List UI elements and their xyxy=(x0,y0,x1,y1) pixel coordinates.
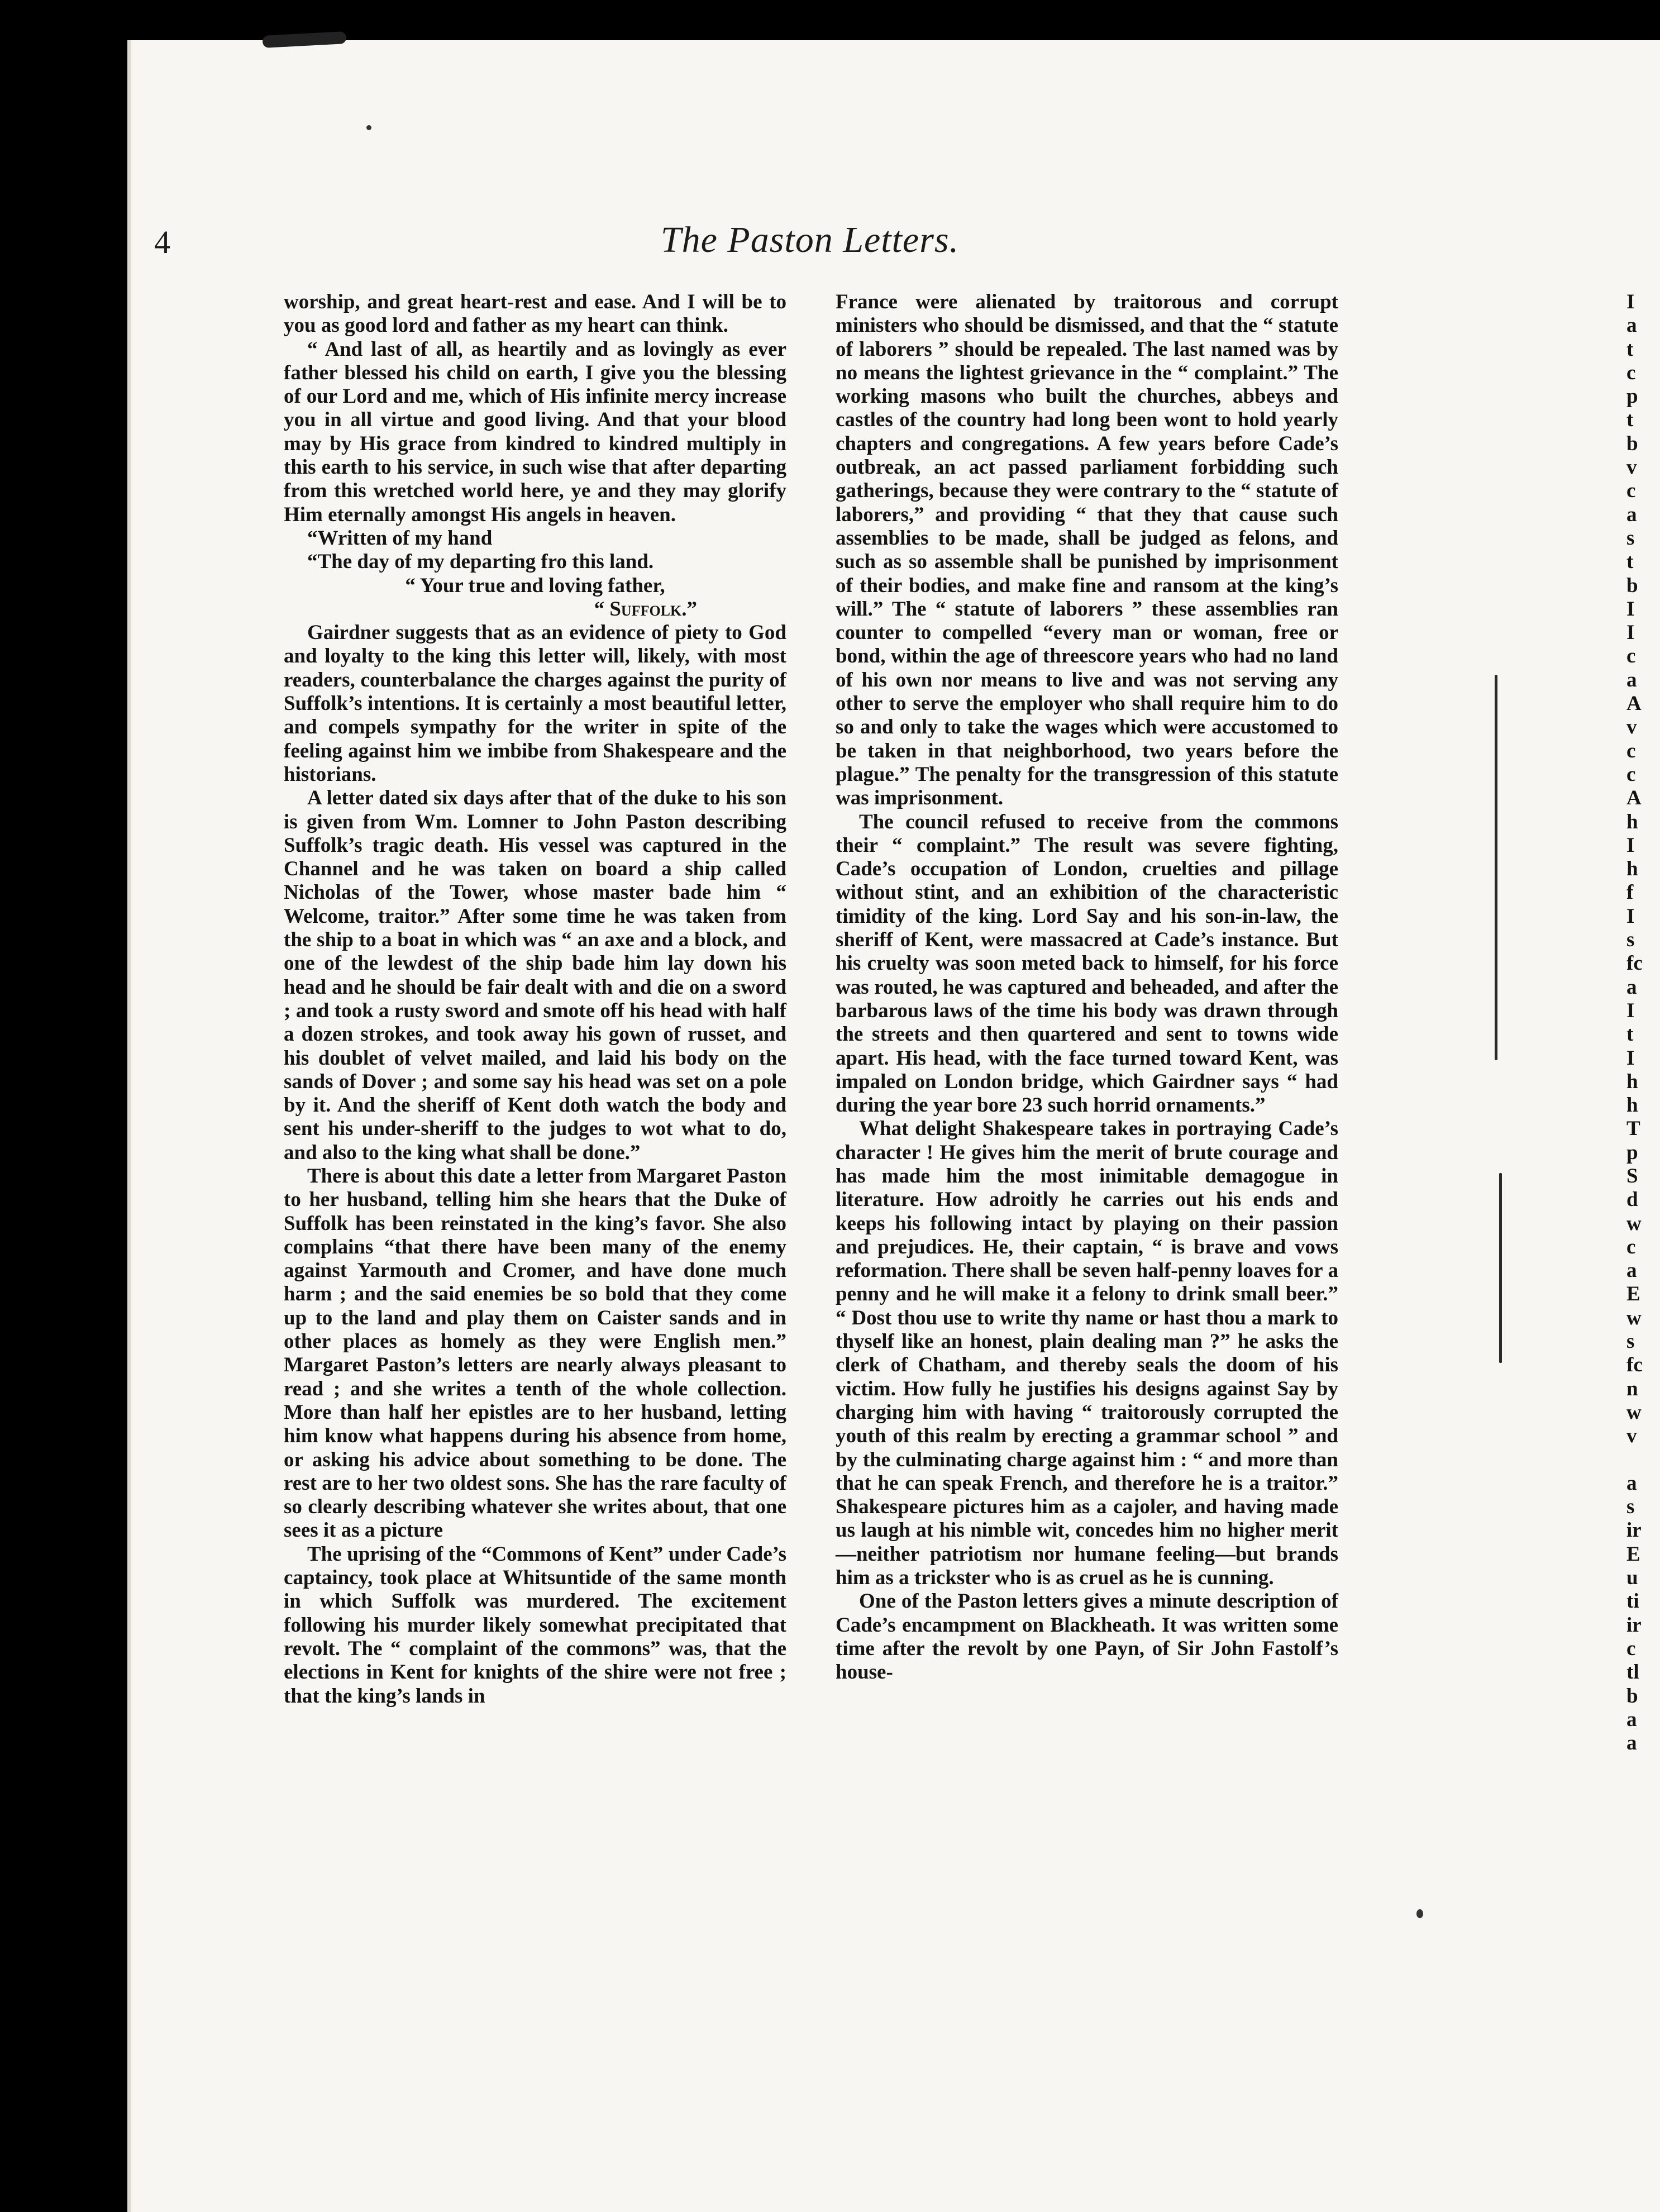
edge-fragment: c xyxy=(1626,739,1636,762)
edge-fragment: h xyxy=(1626,1094,1638,1117)
edge-fragment: d xyxy=(1626,1188,1638,1212)
edge-fragment xyxy=(1626,1448,1660,1472)
paragraph: “The day of my departing fro this land. xyxy=(307,550,654,574)
edge-fragment: c xyxy=(1626,1235,1636,1258)
edge-fragment: S xyxy=(1626,1164,1638,1188)
margin-rule xyxy=(1499,1173,1502,1363)
edge-fragment: b xyxy=(1626,1684,1638,1708)
edge-fragment: A xyxy=(1626,692,1642,716)
edge-fragment: A xyxy=(1626,786,1642,810)
paragraph: A letter dated six days after that of the duke to his son is given from Wm. Lomner to John Paston describing Suffolk’s tragic death. His vessel was captured in the Channel and he was taken on board a ship called Nicholas of the Tower, whose master bade him “ Welcome, traitor.” After some time he was taken from the ship to a boat in which was “ an axe and a block, and one of the lewdest of the ship bade him lay down his head and he should be fair dealt with and die on a sword ; and took a rusty sword and smote off his head with half a dozen strokes, and took away his gown of russet, and his doublet of velvet mailed, and laid his body on the sands of Dover ; and some say his head was set on a pole by it. And the sheriff of Kent doth watch the body and sent his under-sheriff to the judges to wot what to do, and also to the king what shall be done.” xyxy=(284,786,786,1164)
edge-fragment: c xyxy=(1626,1637,1636,1660)
margin-rule xyxy=(1495,675,1497,1060)
edge-fragment: a xyxy=(1626,314,1637,337)
edge-fragment: u xyxy=(1626,1566,1638,1590)
edge-fragment: s xyxy=(1626,1495,1635,1519)
edge-fragment: a xyxy=(1626,1259,1637,1283)
edge-fragment: a xyxy=(1626,503,1637,526)
paragraph: What delight Shakespeare takes in portraying Cade’s character ! He gives him the merit of brute courage and has made him the most inimitable demagogue in literature. How adroitly he carries out his ends and keeps his following intact by playing on their passion and prejudices. He, their captain, “ is brave and vows reformation. There shall be seven half-penny loaves for a penny and he will make it a felony to drink small beer.” “ Dost thou use to write thy name or hast thou a mark to thyself like an honest, plain dealing man ?” he asks the clerk of Chatham, and thereby seals the doom of his victim. How fully he justifies his designs against Say by charging him with having “ traitorously corrupted the youth of this realm by erecting a grammar school ” and by the culminating charge against him : “ and more than that he can speak French, and therefore he is a traitor.” Shakespeare pictures him as a cajoler, and having made us laugh at his nimble wit, concedes him no higher merit—neither patriotism nor humane feeling—but brands him as a trickster who is as cruel as he is cunning. xyxy=(836,1117,1338,1590)
paragraph: The uprising of the “Commons of Kent” under Cade’s captaincy, took place at Whitsuntide of the same month in which Suffolk was murdered. The excitement following his murder likely somewhat precipitated that revolt. The “ complaint of the commons” was, that the elections in Kent for knights of the shire were not free ; that the king’s lands in xyxy=(284,1542,786,1708)
edge-fragment: a xyxy=(1626,1732,1637,1755)
edge-fragment: b xyxy=(1626,432,1638,455)
edge-fragment: ti xyxy=(1626,1590,1639,1613)
paragraph: “ And last of all, as heartily and as lovingly as ever father blessed his child on earth, I give you the blessing of our Lord and me, which of His infinite mercy increase you in all virtue and good living. And that your blood may by His grace from kindred to kindred multiply in this earth to his service, in such wise that after departing from this wretched world here, ye and they may glorify Him eternally amongst His angels in heaven. xyxy=(284,337,786,526)
edge-fragment: c xyxy=(1626,479,1636,503)
edge-fragment: t xyxy=(1626,337,1634,361)
edge-fragment: fc xyxy=(1626,1353,1643,1377)
edge-fragment: I xyxy=(1626,621,1635,645)
paragraph: One of the Paston letters gives a minute description of Cade’s encampment on Blackheath. It was written some time after the revolt by one Payn, of Sir John Fastolf’s house- xyxy=(836,1590,1338,1684)
edge-fragment: v xyxy=(1626,1424,1637,1448)
letter-signature: “ Suffolk.” xyxy=(594,597,697,621)
edge-fragment: b xyxy=(1626,574,1638,597)
next-page-edge-text xyxy=(1626,290,1660,1755)
edge-fragment: w xyxy=(1626,1400,1642,1424)
edge-fragment: c xyxy=(1626,762,1636,786)
edge-fragment: E xyxy=(1626,1542,1640,1566)
page-number: 4 xyxy=(154,224,170,260)
edge-fragment: f xyxy=(1626,881,1634,904)
edge-fragment: I xyxy=(1626,290,1635,313)
edge-fragment: I xyxy=(1626,833,1635,857)
edge-fragment: p xyxy=(1626,1141,1638,1164)
edge-fragment: s xyxy=(1626,928,1635,952)
edge-fragment: h xyxy=(1626,1070,1638,1093)
ink-speck xyxy=(1416,1909,1423,1918)
edge-fragment: h xyxy=(1626,857,1638,881)
edge-fragment: ir xyxy=(1626,1519,1642,1542)
edge-fragment: h xyxy=(1626,810,1638,833)
edge-fragment: w xyxy=(1626,1306,1642,1329)
paragraph: Gairdner suggests that as an evidence of piety to God and loyalty to the king this letter will, likely, with most readers, counterbalance the charges against the purity of Suffolk’s intentions. It is certainly a most beautiful letter, and compels sympathy for the writer in spite of the feeling against him we imbibe from Shakespeare and the historians. xyxy=(284,621,786,786)
edge-fragment: a xyxy=(1626,975,1637,999)
edge-fragment: E xyxy=(1626,1283,1640,1306)
paragraph: France were alienated by traitorous and corrupt ministers who should be dismissed, and that the “ statute of laborers ” should be repealed. The last named was by no means the lightest grievance in the “ complaint.” The working masons who built the churches, abbeys and castles of the country had long been wont to hold yearly chapters and congregations. A few years before Cade’s outbreak, an act passed parliament forbidding such gatherings, because they were contrary to the “ statute of laborers,” and providing “ that they that cause such assemblies to be made, shall be judged as felons, and such as so assemble shall be punished by imprisonment of their bodies, and make fine and ransom at the king’s will.” The “ statute of laborers ” these assemblies ran counter to compelled “every man or woman, free or bond, within the age of threescore years who had no land of his own nor means to live and was not serving any other to serve the employer who shall require him to do so and only to take the wages which were accustomed to be taken in that neighborhood, two years before the plague.” The penalty for the transgression of this statute was imprisonment. xyxy=(836,290,1338,810)
edge-fragment: a xyxy=(1626,668,1637,692)
edge-fragment: I xyxy=(1626,597,1635,621)
edge-fragment: c xyxy=(1626,361,1636,384)
edge-fragment: fc xyxy=(1626,952,1643,975)
edge-fragment: ir xyxy=(1626,1613,1642,1637)
edge-fragment: n xyxy=(1626,1377,1638,1400)
edge-fragment: t xyxy=(1626,1023,1634,1046)
edge-fragment: I xyxy=(1626,904,1635,928)
edge-fragment: t xyxy=(1626,550,1634,574)
edge-fragment: a xyxy=(1626,1708,1637,1731)
running-title: The Paston Letters. xyxy=(660,220,960,260)
edge-fragment: T xyxy=(1626,1117,1640,1141)
edge-fragment: I xyxy=(1626,1046,1635,1070)
paragraph: “ Your true and loving father, xyxy=(405,574,665,597)
edge-fragment: a xyxy=(1626,1471,1637,1495)
paragraph: “Written of my hand xyxy=(307,526,493,550)
edge-fragment: t xyxy=(1626,408,1634,432)
edge-fragment: s xyxy=(1626,1330,1635,1353)
edge-fragment: p xyxy=(1626,385,1638,408)
edge-fragment: c xyxy=(1626,645,1636,668)
edge-fragment: I xyxy=(1626,999,1635,1022)
paragraph: There is about this date a letter from Margaret Paston to her husband, telling him she hears that the Duke of Suffolk has been reinstated in the king’s favor. She also complains “that there have been many of the enemy against Yarmouth and Cromer, and have done much harm ; and the said enemies be so bold that they come up to the land and play them on Caister sands and in other places as homely as they were English men.” Margaret Paston’s letters are nearly always pleasant to read ; and she writes a tenth of the whole collection. More than half her epistles are to her husband, letting him know what happens during his absence from home, or asking his advice about something to be done. The rest are to her two oldest sons. She has the rare faculty of so clearly describing whatever she writes about, that one sees it as a picture xyxy=(284,1164,786,1542)
edge-fragment: v xyxy=(1626,456,1637,479)
ink-speck xyxy=(366,125,371,130)
paragraph: The council refused to receive from the commons their “ complaint.” The result was severe fighting, Cade’s occupation of London, cruelties and pillage without stint, and an exhibition of the characteristic timidity of the king. Lord Say and his son-in-law, the sheriff of Kent, were massacred at Cade’s instance. But his cruelty was soon meted back to himself, for his force was routed, he was captured and beheaded, and after the barbarous laws of the time his body was drawn through the streets and then quartered and sent to towns wide apart. His head, with the face turned toward Kent, was impaled on London bridge, which Gairdner says “ had during the year bore 23 such horrid ornaments.” xyxy=(836,810,1338,1117)
edge-fragment: v xyxy=(1626,716,1637,739)
edge-fragment: w xyxy=(1626,1212,1642,1235)
right-text-column xyxy=(836,290,1338,1685)
paragraph: worship, and great heart-rest and ease. And I will be to you as good lord and father as my heart can think. xyxy=(284,290,786,337)
left-text-column xyxy=(284,290,786,1708)
edge-fragment: tl xyxy=(1626,1661,1639,1684)
edge-fragment: s xyxy=(1626,526,1635,550)
